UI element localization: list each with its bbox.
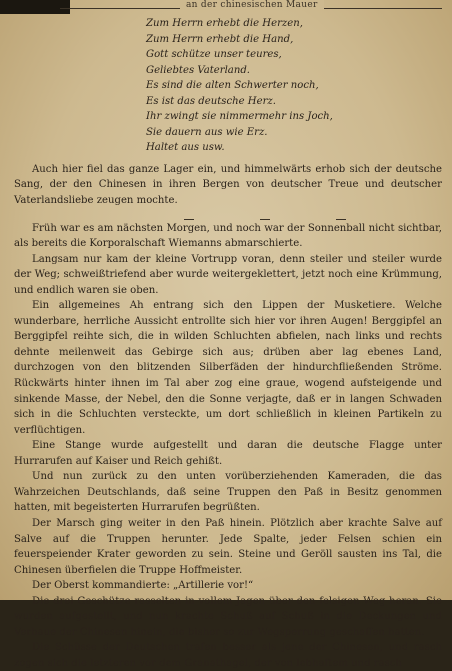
paragraph: Langsam nur kam der kleine Vortrupp voran, denn steiler und steiler wurde der Weg; schweißtriefend aber wurde weitergeklettert, jetzt noch eine Krümmung, und endlich waren sie oben. bbox=[14, 253, 442, 296]
poem-line: Geliebtes Vaterland. bbox=[146, 64, 250, 76]
section-divider bbox=[14, 210, 442, 220]
poem-line: Zum Herrn erhebt die Herzen, bbox=[146, 18, 303, 29]
paragraph: Die Schüsse der Deutschen trafen besser als jene der Chinesen, und rasch zogen sich die letzteren vor dem Granathagel, der von lebhaftem und rasch bbox=[14, 642, 442, 669]
poem-line: Es ist das deutsche Herz. bbox=[146, 95, 276, 107]
poem-line: Es sind die alten Schwerter noch, bbox=[146, 80, 319, 92]
paragraph: Auch hier fiel das ganze Lager ein, und himmelwärts erhob sich der deutsche Sang, der den Chinesen in ihren Bergen von deutscher Treue und deutscher Vaterlandsliebe zeugen mochte. bbox=[14, 163, 442, 207]
poem-line: Haltet aus usw. bbox=[146, 142, 225, 154]
paragraph: Die drei Geschütze rasselten in vollem Jagen über den felsigen Weg heran. Sie wurden aufgestellt, und nun krachte Schuß auf Schuß in die Deckungen und Verhaue der Chinesen hinein, die bisher so zur Wegsperrung geschaffen hatten. bbox=[14, 595, 442, 638]
running-head: an der chinesischen Mauer bbox=[180, 0, 324, 10]
paragraph: Der Oberst kommandierte: „Artillerie vor!“ bbox=[32, 580, 254, 592]
page-edge-shadow bbox=[0, 0, 70, 14]
main-text bbox=[14, 16, 442, 671]
paragraph: Eine Stange wurde aufgestellt und daran die deutsche Flagge unter Hurrarufen auf Kaiser und Reich gehißt. bbox=[14, 440, 442, 467]
poem-line: Sie dauern aus wie Erz. bbox=[146, 126, 268, 138]
paragraph: Früh war es am nächsten Morgen, und noch war der Sonnenball nicht sichtbar, als bereits die Korporalschaft Wiemanns abmarschierte. bbox=[14, 222, 442, 250]
poem-line: Ihr zwingt sie nimmermehr ins Joch, bbox=[146, 111, 333, 123]
paragraph: Der Marsch ging weiter in den Paß hinein. Plötzlich aber krachte Salve auf Salve auf die Truppen herunter. Jede Spalte, jeder Felsen schien ein feuerspeiender Krater geworden zu sein. Steine und Geröll sausten ins Tal, die Chinesen überfielen die Truppe Hoffmeister. bbox=[14, 517, 442, 576]
paragraph: Und nun zurück zu den unten vorüberziehenden Kameraden, die das Wahrzeichen Deutschlands, daß seine Truppen den Paß in Besitz genommen hatten, mit begeisterten Hurrarufen begrüßten. bbox=[14, 471, 442, 514]
poem-line: Zum Herrn erhebt die Hand, bbox=[146, 33, 294, 45]
poem-line: Gott schütze unser teures, bbox=[146, 49, 282, 61]
paragraph: Ein allgemeines Ah entrang sich den Lippen der Musketiere. Welche wunderbare, herrliche Aussicht entrollte sich hier vor ihren Augen! Berggipfel an Berggipfel reihte sich, die in wilden Schluchten abfielen, nach links und rechts dehnte meilenweit das Gebirge sich aus; drüben aber lag ebenes Land, durchzogen von den blitzenden Silberfäden der hindurchfließenden Ströme. Rückwärts hinter ihnen im Tal aber zog eine graue, wogend aufsteigende und sinkende Masse, der Nebel, den die Sonne verjagte, daß er in langen Schwaden sich in die Schluchten versteckte, um dort schließlich in kleinen Partikeln zu verflüchtigen. bbox=[14, 300, 442, 436]
poem-stanza bbox=[146, 16, 442, 156]
